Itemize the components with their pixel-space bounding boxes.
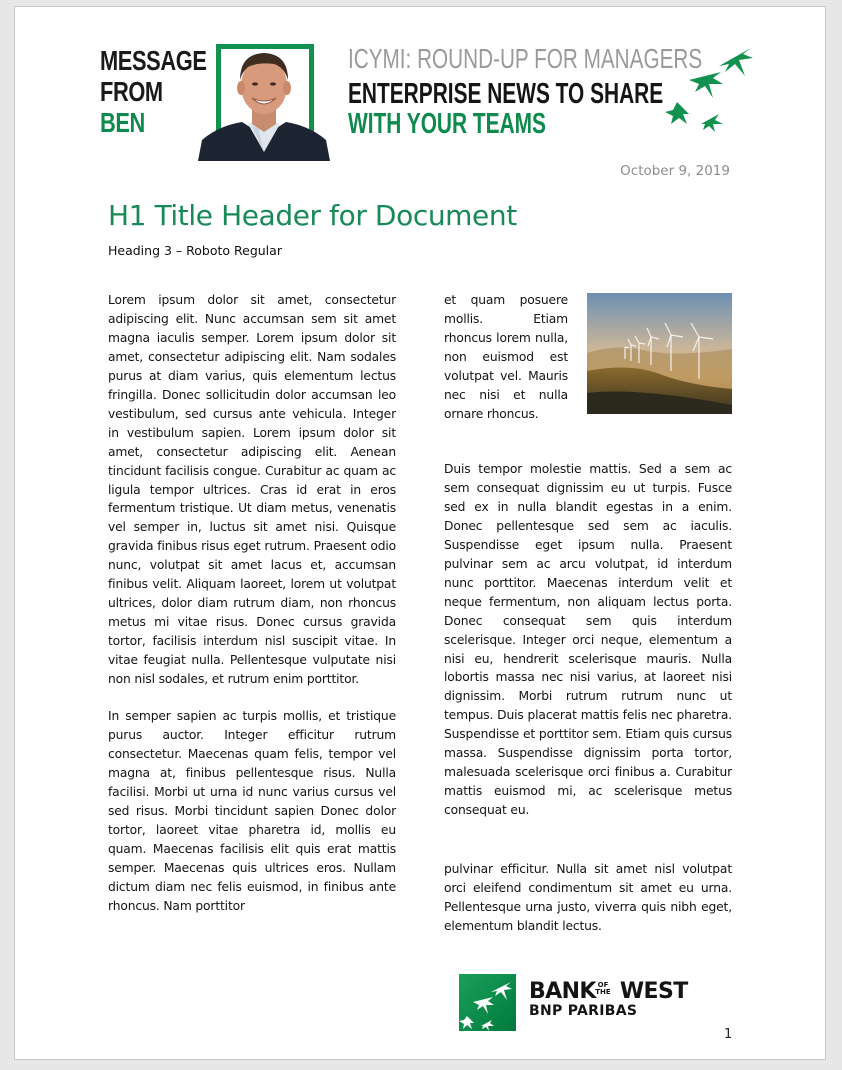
west-word: WEST	[619, 979, 688, 1004]
enterprise-news-heading: ENTERPRISE NEWS TO SHARE	[348, 78, 664, 110]
right-column	[444, 460, 732, 820]
right-paragraph-end: pulvinar efficitur. Nulla sit amet nisl volutpat orci eleifend condimentum sit amet eu urna. Pellentesque urna justo, viverra quis nibh eget, elementum blandit lectus.	[444, 862, 732, 933]
left-column	[108, 291, 396, 916]
left-paragraph-2: In semper sapien ac turpis mollis, et tristique purus auctor. Integer efficitur rutrum consectetur. Maecenas quam felis, tempor vel magna at, finibus pellentesque risus. Nulla facilisi. Morbi ut urna id nunc varius cursus vel sed risus. Morbi tincidunt sapien Donec dolor tortor, laoreet vitae pharetra id, mollis eu quam. Maecenas facilisis elit quis erat mattis semper. Maecenas quis ultrices eros. Nullam dictum diam nec felis euismod, in finibus ante rhoncus. Nam porttitor	[108, 709, 396, 913]
left-paragraph-1: Lorem ipsum dolor sit amet, consectetur adipiscing elit. Nunc accumsan sem sit amet magna iaculis semper. Lorem ipsum dolor sit amet, consectetur adipiscing elit. Nam sodales purus at diam varius, quis elementum lectus fringilla. Donec sollicitudin dolor accumsan leo vestibulum, sed cursus ante vehicula. Integer in vestibulum sapien. Lorem ipsum dolor sit amet, consectetur adipiscing elit. Aenean tincidunt facilisis congue. Curabitur ac quam ac ligula tempor ultrices. Cras id erat in eros fermentum tristique. Ut diam metus, venenatis vel semper in, luctus sit amet nisi. Quisque gravida finibus risus eget rutrum. Praesent odio nunc, volutpat sit amet lacus et, accumsan finibus velit. Aliquam laoreet, lorem ut volutpat ultrices, dolor diam rutrum diam, non rhoncus metus mi vitae risus. Donec cursus gravida tortor, facilisis interdum nisl suscipit vitae. In vitae feugiat nulla. Pellentesque vulputate nisi non nisl sodales, et rutrum enim porttitor.	[108, 293, 396, 687]
bank-name-line2: BNP PARIBAS	[529, 1003, 638, 1019]
wind-turbines-photo	[587, 293, 732, 414]
message-line-2: FROM	[100, 76, 163, 107]
bnp-stars-square-icon	[459, 974, 516, 1031]
with-your-teams-heading: WITH YOUR TEAMS	[348, 108, 546, 140]
document-page	[14, 6, 826, 1060]
right-paragraph-main: Duis tempor molestie mattis. Sed a sem ac sem consequat dignissim eu ut turpis. Fusce sed ex in nulla blandit egestas in a enim. Donec pellentesque sed sem ac iaculis. Suspendisse eget ipsum nulla. Praesent pulvinar sem ac arcu volutpat, id interdum nunc porttitor. Maecenas interdum velit et neque fermentum, non aliquam lectus porta. Donec consequat sem quis interdum scelerisque. Integer orci neque, elementum a nisi eu, hendrerit scelerisque mauris. Nulla lobortis massa nec nisi varius, at laoreet nisi dignissim. Morbi rutrum rutrum nunc ut tempus. Duis placerat mattis felis nec pharetra. Suspendisse et porttitor sem. Etiam quis cursus massa. Suspendisse dignissim porta tortor, malesuada scelerisque orci finibus a. Curabitur mattis euismod mi, ac scelerisque metus consequat eu.	[444, 462, 732, 818]
document-subheading: Heading 3 – Roboto Regular	[108, 243, 282, 258]
message-name: BEN	[100, 107, 145, 138]
bank-of-the	[592, 982, 614, 996]
right-column-wrap-text	[444, 291, 568, 424]
page-number: 1	[724, 1027, 733, 1042]
right-column-end	[444, 860, 732, 936]
icymi-heading: ICYMI: ROUND-UP FOR MANAGERS	[348, 43, 703, 74]
document-date: October 9, 2019	[620, 163, 730, 179]
bank-word: BANK	[529, 979, 596, 1004]
ben-portrait	[198, 40, 330, 161]
message-from-heading	[100, 45, 206, 138]
bnp-stars-icon	[665, 44, 757, 136]
of-word: OF	[597, 981, 609, 989]
right-paragraph-top: et quam posuere mollis. Etiam rhoncus lorem nulla, non euismod est volutpat vel. Mauris nec nisi et nulla ornare rhoncus.	[444, 293, 568, 421]
portrait-image	[198, 40, 330, 161]
document-title: H1 Title Header for Document	[108, 199, 517, 232]
message-line-1: MESSAGE	[100, 45, 207, 76]
the-word: THE	[595, 988, 611, 996]
